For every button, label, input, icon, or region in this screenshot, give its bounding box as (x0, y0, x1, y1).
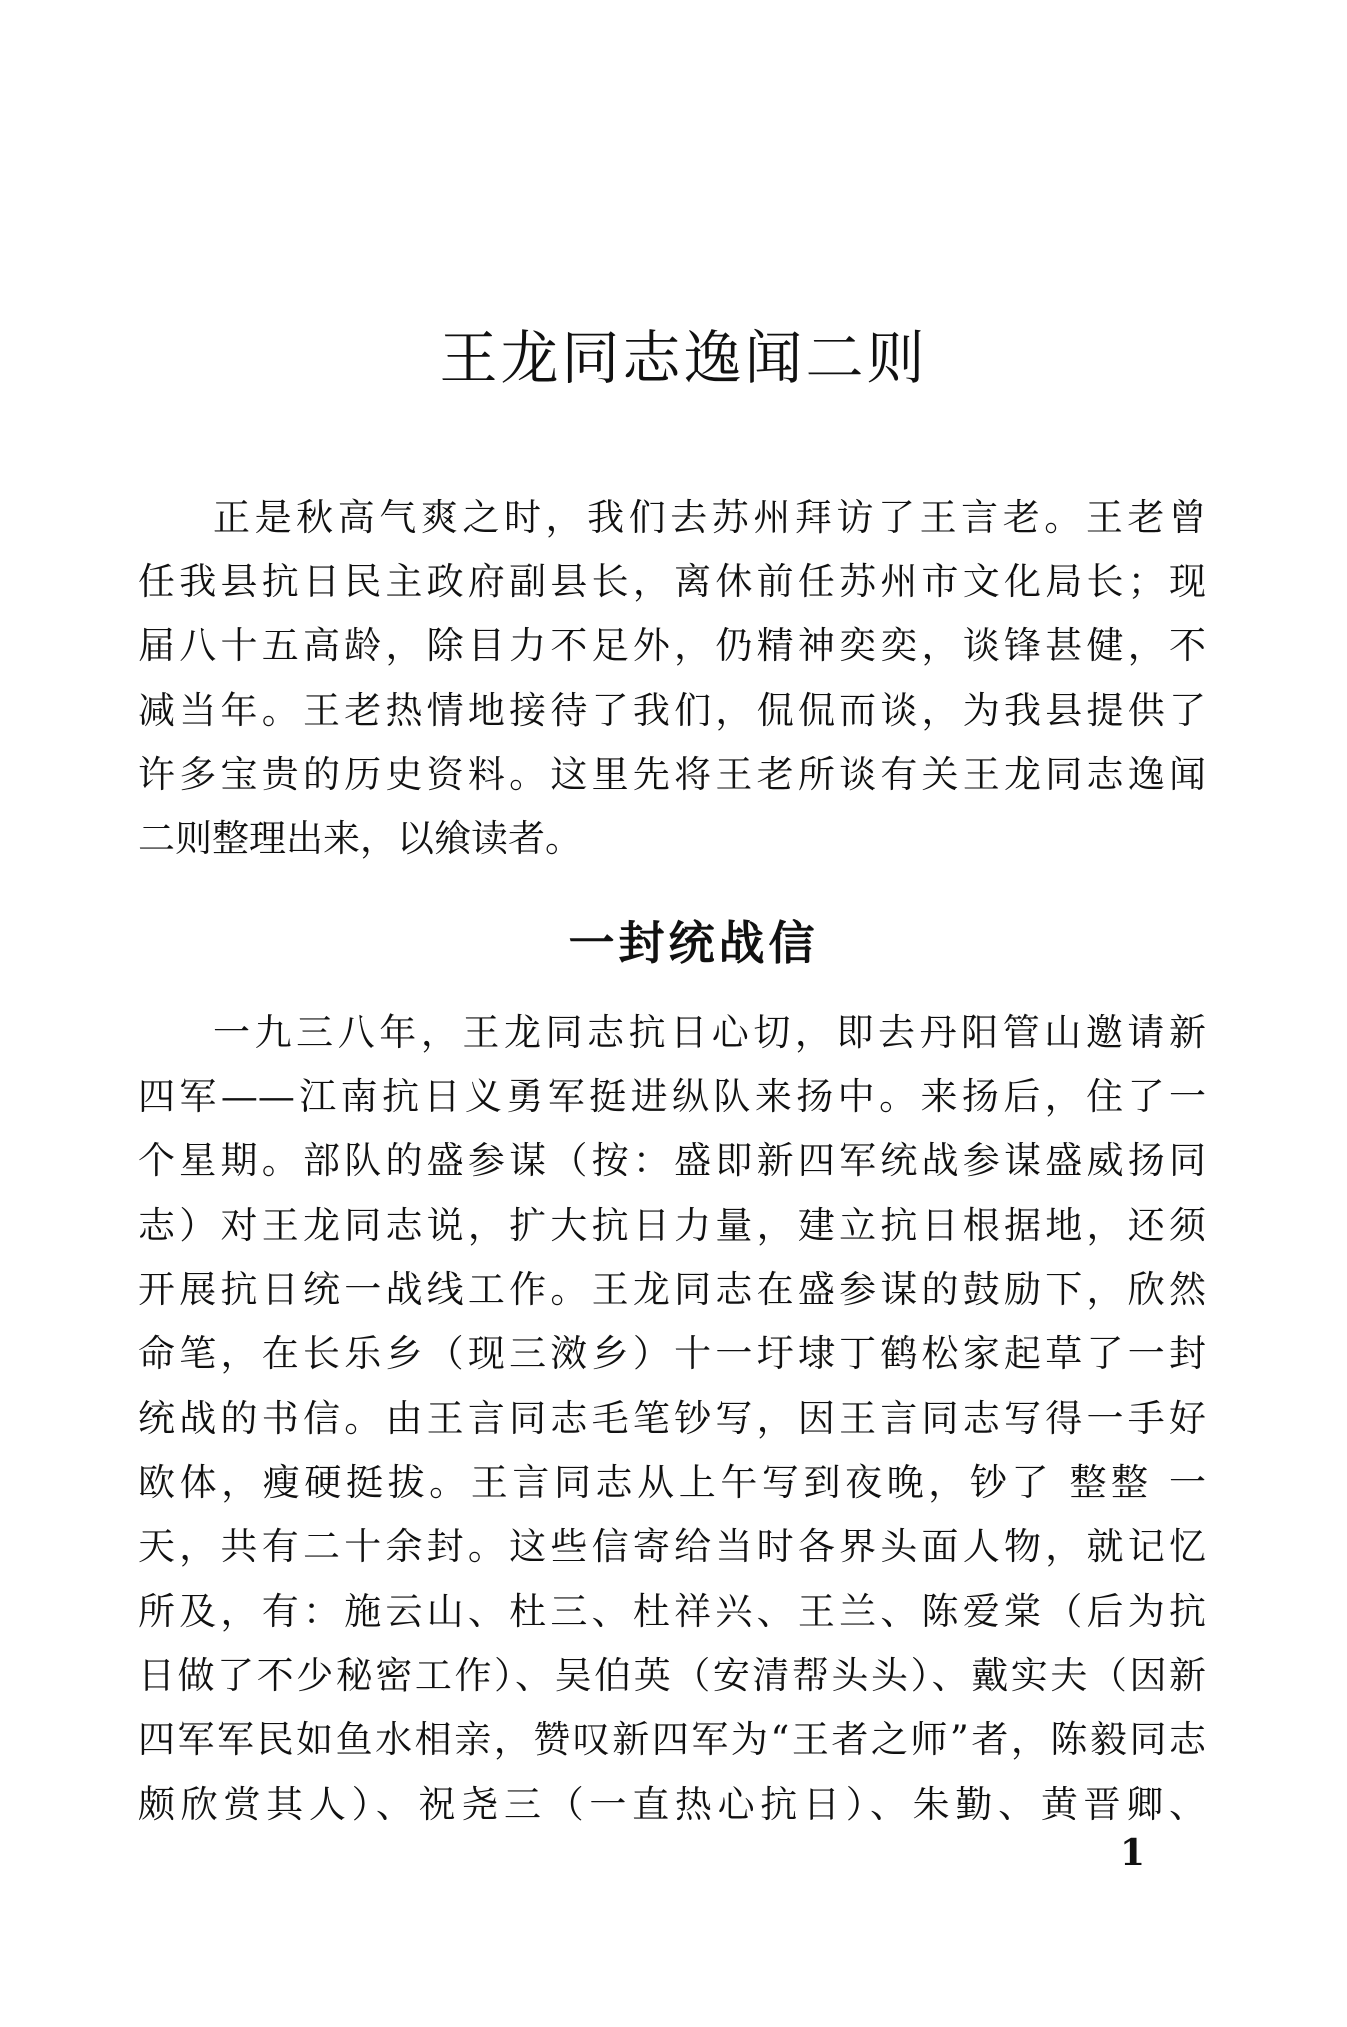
section-line: 一九三八年，王龙同志抗日心切，即去丹阳管山邀请新 (213, 1011, 1206, 1054)
intro-line: 二则整理出来，以飨读者。 (138, 817, 582, 860)
intro-line: 减当年。王老热情地接待了我们，侃侃而谈，为我县提供了 (138, 689, 1206, 732)
section-line: 统战的书信。由王言同志毛笔钞写，因王言同志写得一手好 (138, 1397, 1206, 1440)
intro-line: 许多宝贵的历史资料。这里先将王老所谈有关王龙同志逸闻 (138, 753, 1206, 796)
section-line: 四军军民如鱼水相亲，赞叹新四军为“王者之师”者，陈毅同志 (138, 1718, 1206, 1761)
intro-line: 任我县抗日民主政府副县长，离休前任苏州市文化局长；现 (138, 560, 1206, 603)
intro-line: 届八十五高龄，除目力不足外，仍精神奕奕，谈锋甚健，不 (138, 624, 1206, 667)
section-line: 个星期。部队的盛参谋（按：盛即新四军统战参谋盛威扬同 (138, 1139, 1206, 1182)
section-heading: 一封统战信 (568, 916, 819, 970)
section-line: 开展抗日统一战线工作。王龙同志在盛参谋的鼓励下，欣然 (138, 1268, 1206, 1311)
section-line: 颇欣赏其人）、祝尧三（一直热心抗日）、朱勤、黄晋卿、 (138, 1783, 1206, 1826)
section-line: 命笔，在长乐乡（现三滧乡）十一圩埭丁鹤松家起草了一封 (138, 1332, 1206, 1375)
page-number: 1 (1120, 1832, 1146, 1874)
article-title: 王龙同志逸闻二则 (439, 324, 928, 392)
section-line: 志）对王龙同志说，扩大抗日力量，建立抗日根据地，还须 (138, 1204, 1206, 1247)
intro-line: 正是秋高气爽之时，我们去苏州拜访了王言老。王老曾 (213, 496, 1206, 539)
section-line: 四军——江南抗日义勇军挺进纵队来扬中。来扬后，住了一 (138, 1075, 1206, 1118)
section-line: 天，共有二十余封。这些信寄给当时各界头面人物，就记忆 (138, 1525, 1206, 1568)
section-line: 欧体，瘦硬挺拔。王言同志从上午写到夜晚，钞了 整整 一 (138, 1461, 1206, 1504)
section-line: 日做了不少秘密工作）、吴伯英（安清帮头头）、戴实夫（因新 (138, 1654, 1206, 1697)
section-line: 所及，有：施云山、杜三、杜祥兴、王兰、陈爱棠（后为抗 (138, 1590, 1206, 1633)
